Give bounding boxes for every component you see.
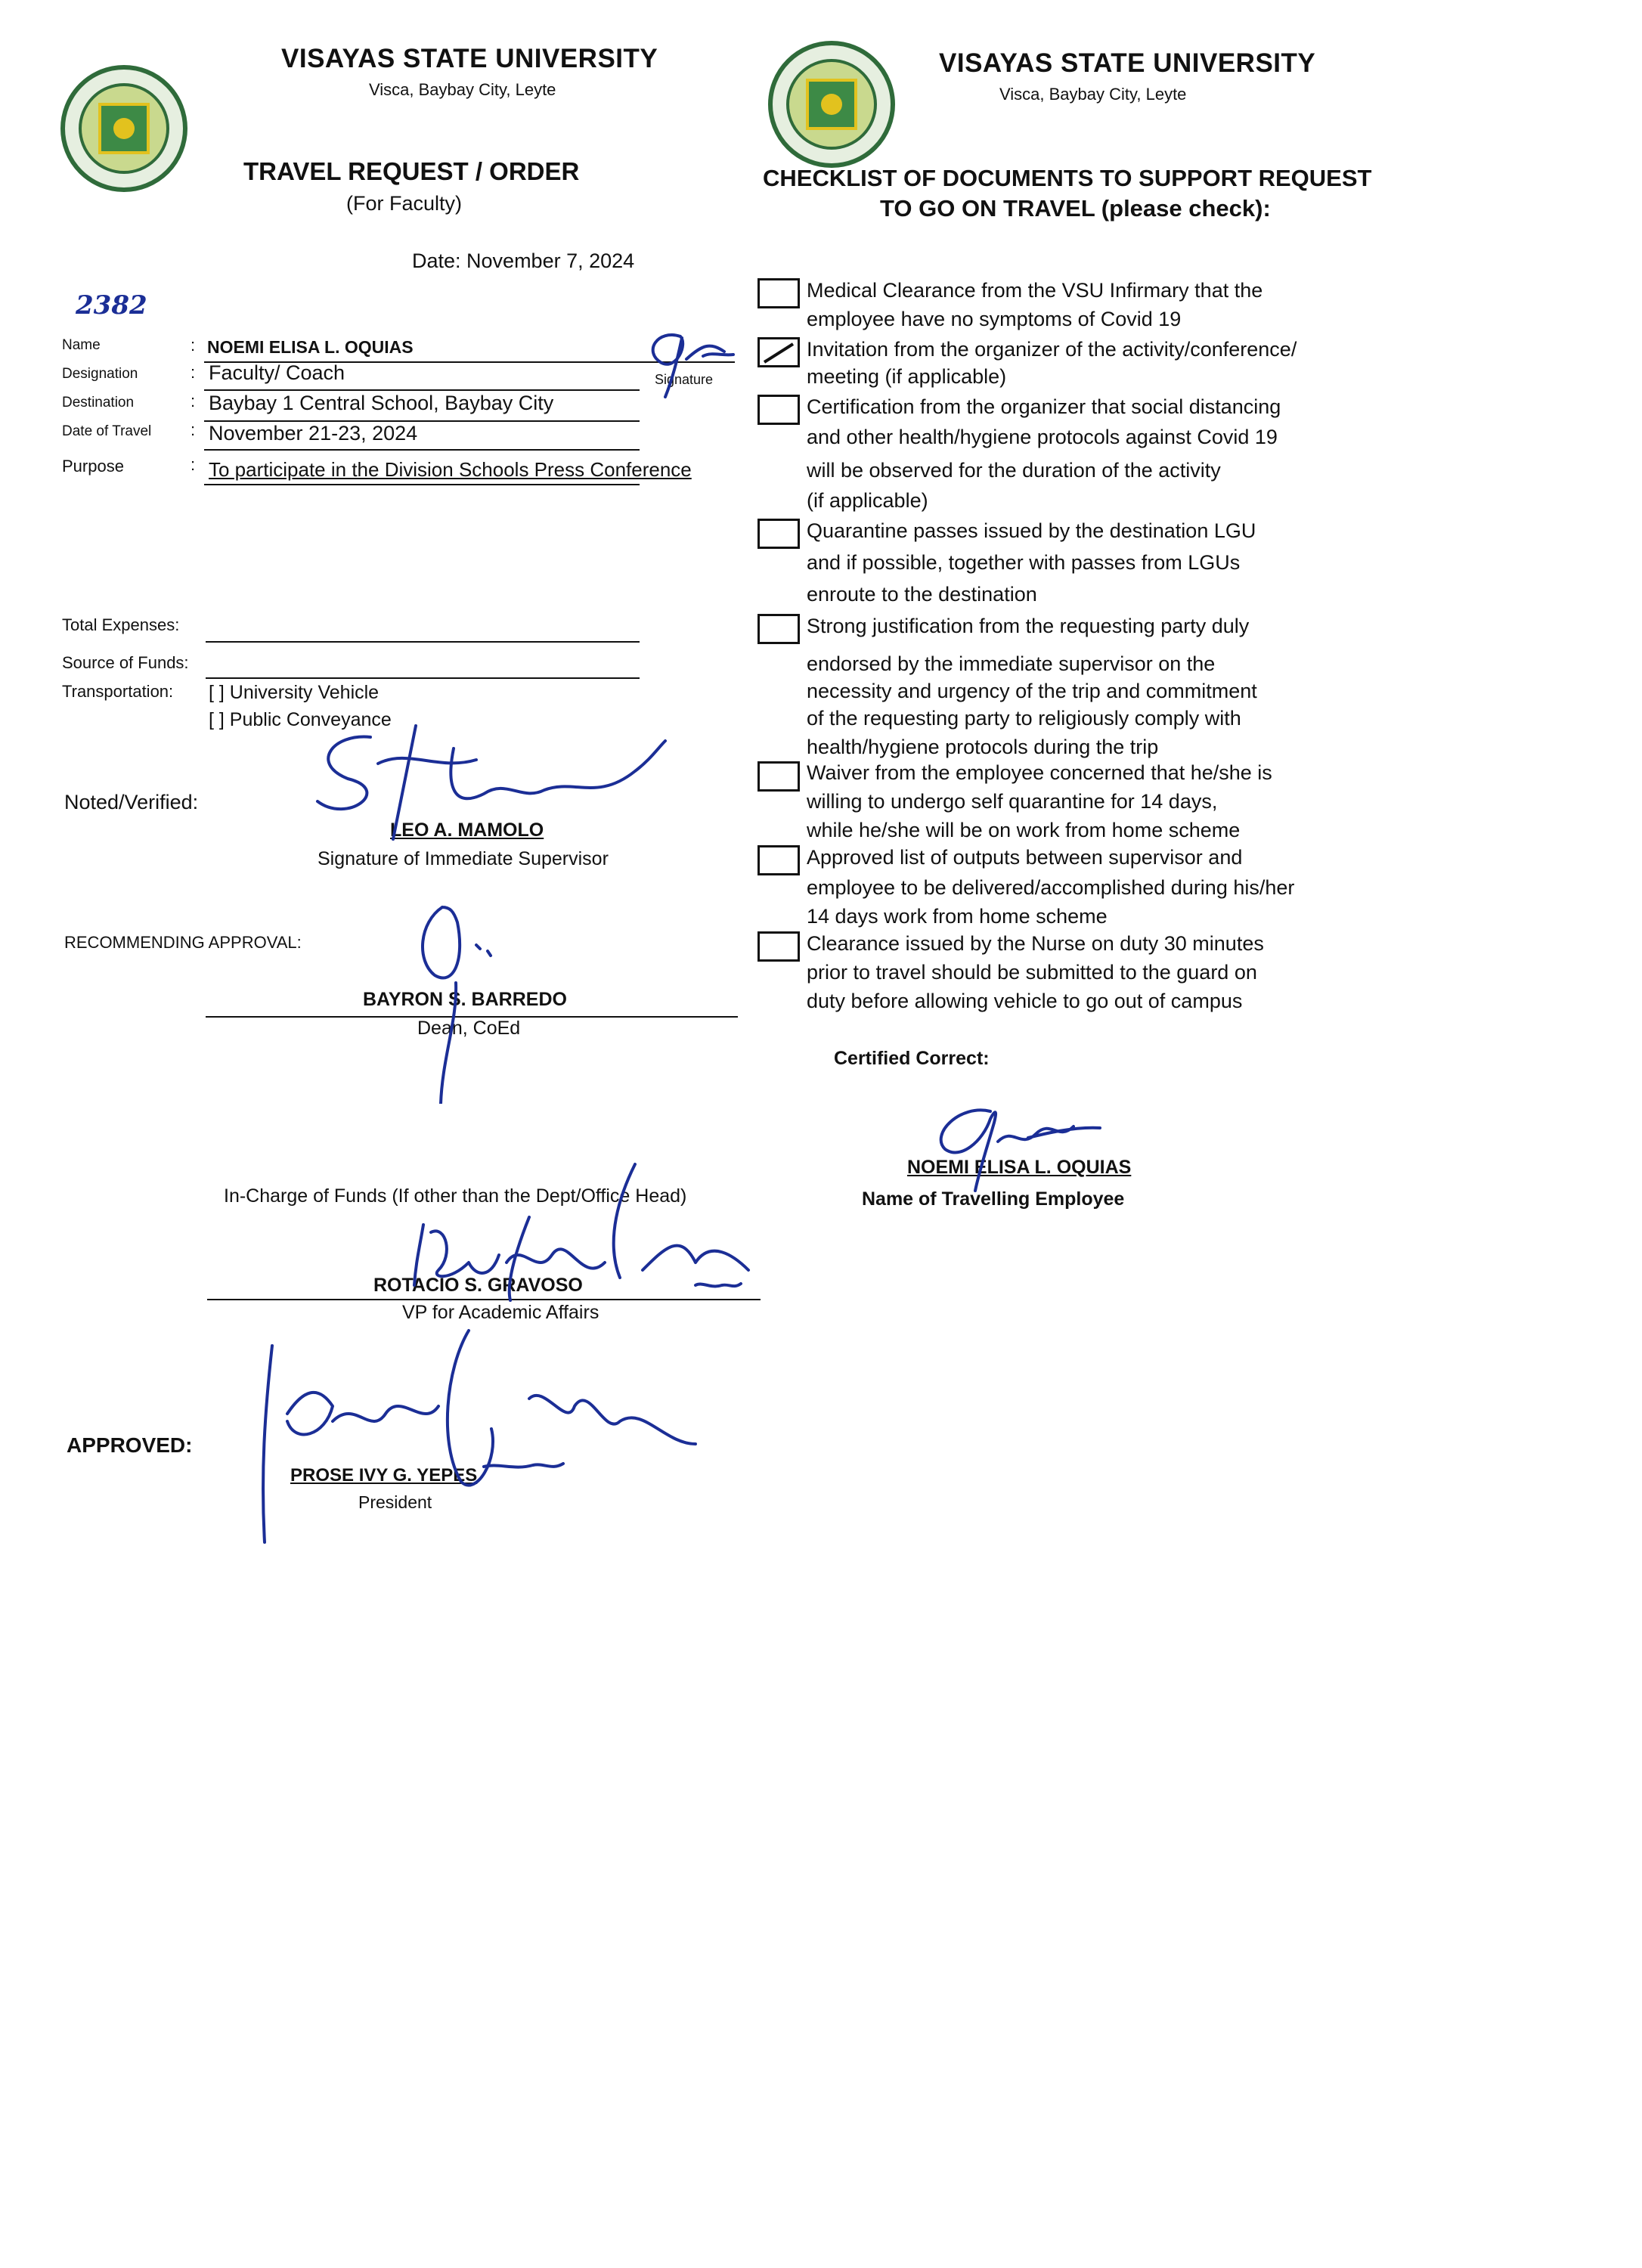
- travel-date-label: Date of Travel: [62, 423, 152, 439]
- dean-signature: [412, 892, 510, 1104]
- destination-value: Baybay 1 Central School, Baybay City: [209, 392, 554, 414]
- vp-role: VP for Academic Affairs: [402, 1302, 599, 1323]
- checklist-title-line1: CHECKLIST OF DOCUMENTS TO SUPPORT REQUEST: [763, 165, 1372, 191]
- destination-colon: :: [191, 392, 196, 411]
- form-date: Date: November 7, 2024: [412, 249, 635, 272]
- checklist-item-text: of the requesting party to religiously comply with: [807, 707, 1241, 730]
- university-address-left: Visca, Baybay City, Leyte: [369, 80, 556, 99]
- purpose-label: Purpose: [62, 457, 124, 476]
- travel-date-value: November 21-23, 2024: [209, 422, 418, 445]
- vp-name: ROTACIO S. GRAVOSO: [373, 1275, 583, 1296]
- president-signature: [242, 1323, 711, 1550]
- checklist-checkbox[interactable]: [757, 337, 800, 367]
- checklist-item-text: employee have no symptoms of Covid 19: [807, 308, 1182, 330]
- checklist-item-text: endorsed by the immediate supervisor on the: [807, 652, 1216, 675]
- supervisor-role: Signature of Immediate Supervisor: [318, 848, 609, 869]
- university-name-right: VISAYAS STATE UNIVERSITY: [939, 48, 1316, 78]
- employee-role: Name of Travelling Employee: [862, 1188, 1125, 1210]
- total-expenses-line: [206, 641, 640, 643]
- checklist-checkbox[interactable]: [757, 931, 800, 962]
- checklist-item-text: prior to travel should be submitted to the guard on: [807, 961, 1257, 984]
- president-role: President: [358, 1492, 432, 1512]
- checklist-item-text: and other health/hygiene protocols against Covid 19: [807, 426, 1278, 448]
- supervisor-signature: [302, 718, 680, 847]
- vp-signature: [378, 1149, 786, 1308]
- checklist-item-text: Approved list of outputs between supervisor and: [807, 846, 1243, 869]
- checklist-item-text: Medical Clearance from the VSU Infirmary that the: [807, 279, 1263, 302]
- form-subtitle: (For Faculty): [346, 192, 463, 215]
- dean-name: BAYRON S. BARREDO: [363, 989, 567, 1010]
- checklist-item-text: 14 days work from home scheme: [807, 905, 1108, 928]
- checklist-item-text: enroute to the destination: [807, 583, 1037, 606]
- transport-option-public[interactable]: [ ] Public Conveyance: [209, 709, 392, 730]
- university-seal-left: [60, 65, 187, 192]
- name-label: Name: [62, 337, 101, 353]
- employee-signature-bottom: [915, 1096, 1111, 1194]
- destination-label: Destination: [62, 395, 135, 411]
- employee-signature-top: [627, 321, 741, 404]
- checklist-item-text: will be observed for the duration of the activity: [807, 459, 1221, 482]
- designation-label: Designation: [62, 366, 138, 382]
- control-number: 2382: [76, 290, 147, 321]
- university-address-right: Visca, Baybay City, Leyte: [999, 85, 1187, 104]
- checklist-item-text: Clearance issued by the Nurse on duty 30 minutes: [807, 932, 1264, 955]
- total-expenses-label: Total Expenses:: [62, 615, 180, 634]
- purpose-colon: :: [191, 455, 196, 474]
- checklist-item-text: Certification from the organizer that social distancing: [807, 395, 1281, 418]
- university-seal-right: [768, 41, 895, 168]
- designation-value: Faculty/ Coach: [209, 361, 345, 384]
- university-name-left: VISAYAS STATE UNIVERSITY: [281, 44, 658, 73]
- checklist-item-text: willing to undergo self quarantine for 14 days,: [807, 790, 1218, 813]
- travel-date-underline: [204, 449, 640, 451]
- source-funds-line: [206, 677, 640, 679]
- supervisor-name: LEO A. MAMOLO: [390, 820, 544, 841]
- name-value: NOEMI ELISA L. OQUIAS: [207, 337, 414, 357]
- checklist-item-text: duty before allowing vehicle to go out of campus: [807, 990, 1243, 1012]
- checklist-item-text: Invitation from the organizer of the activity/conference/: [807, 338, 1297, 361]
- checklist-checkbox[interactable]: [757, 761, 800, 792]
- travel-date-colon: :: [191, 420, 196, 439]
- checklist-item-text: employee to be delivered/accomplished during his/her: [807, 876, 1295, 899]
- checklist-item-text: Waiver from the employee concerned that he/she is: [807, 761, 1272, 784]
- checkmark-icon: [760, 339, 798, 365]
- checklist-item-text: while he/she will be on work from home scheme: [807, 819, 1241, 841]
- checklist-checkbox[interactable]: [757, 614, 800, 644]
- purpose-value: To participate in the Division Schools Press Conference: [209, 458, 692, 481]
- transport-option-vehicle[interactable]: [ ] University Vehicle: [209, 682, 380, 703]
- approved-label: APPROVED:: [67, 1433, 193, 1457]
- checklist-item-text: meeting (if applicable): [807, 365, 1007, 388]
- funds-incharge-label: In-Charge of Funds (If other than the Dept/Office Head): [224, 1185, 687, 1207]
- checklist-item-text: and if possible, together with passes from LGUs: [807, 551, 1241, 574]
- name-colon: :: [191, 336, 196, 355]
- checklist-item-text: (if applicable): [807, 489, 928, 512]
- checklist-checkbox[interactable]: [757, 395, 800, 425]
- noted-verified-label: Noted/Verified:: [64, 791, 199, 813]
- designation-underline: [204, 389, 640, 391]
- checklist-checkbox[interactable]: [757, 519, 800, 549]
- recommending-approval-label: RECOMMENDING APPROVAL:: [64, 933, 302, 952]
- checklist-item-text: Strong justification from the requesting party duly: [807, 615, 1250, 637]
- checklist-checkbox[interactable]: [757, 845, 800, 875]
- employee-name: NOEMI ELISA L. OQUIAS: [907, 1157, 1132, 1178]
- source-funds-label: Source of Funds:: [62, 653, 189, 672]
- checklist-checkbox[interactable]: [757, 278, 800, 308]
- form-title: TRAVEL REQUEST / ORDER: [243, 157, 580, 185]
- president-name: PROSE IVY G. YEPES: [290, 1465, 478, 1486]
- certified-correct-label: Certified Correct:: [834, 1048, 990, 1069]
- purpose-underline: [204, 484, 640, 485]
- checklist-item-text: necessity and urgency of the trip and commitment: [807, 680, 1257, 702]
- transportation-label: Transportation:: [62, 682, 174, 701]
- checklist-item-text: health/hygiene protocols during the trip: [807, 736, 1159, 758]
- checklist-item-text: Quarantine passes issued by the destination LGU: [807, 519, 1256, 542]
- dean-role: Dean, CoEd: [417, 1018, 521, 1039]
- checklist-title-line2: TO GO ON TRAVEL (please check):: [880, 195, 1271, 222]
- designation-colon: :: [191, 363, 196, 382]
- signature-label: Signature: [655, 372, 714, 387]
